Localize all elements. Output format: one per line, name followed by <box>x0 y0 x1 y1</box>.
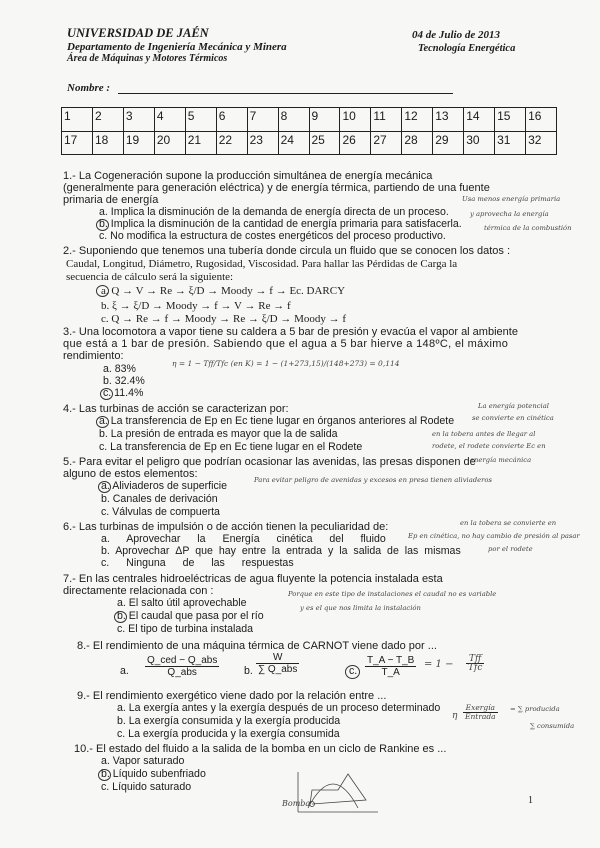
note-denominator: Entrada <box>465 712 496 721</box>
grid-cell[interactable]: 2 <box>92 108 123 132</box>
answer-grid-row-1 <box>62 108 557 132</box>
page-number: 1 <box>528 795 533 806</box>
question-4-line-1: 4.- Las turbinas de acción se caracterizan por: <box>63 403 289 415</box>
question-1-option-b[interactable]: b. Implica la disminución de la cantidad de energía primaria para satisfacerla. <box>99 218 462 230</box>
question-10-option-b[interactable]: b. Líquido subenfriado <box>101 768 206 780</box>
question-1-line-1: 1.- La Cogeneración supone la producción simultánea de energía mecánica <box>63 170 433 182</box>
question-3-option-c[interactable]: c. 11.4% <box>103 387 144 399</box>
grid-cell[interactable]: 25 <box>309 131 340 155</box>
grid-cell[interactable]: 6 <box>216 108 247 132</box>
formula-b-denominator: ∑ Q_abs <box>258 664 298 675</box>
subject: Tecnología Energética <box>418 43 516 54</box>
question-10-option-c[interactable]: c. Líquido saturado <box>101 781 192 793</box>
grid-cell[interactable]: 26 <box>340 131 371 155</box>
question-7-line-1: 7.- En las centrales hidroeléctricas de agua fluyente la potencia instalada esta <box>63 573 443 585</box>
answer-grid <box>61 107 557 155</box>
question-6-option-c[interactable]: c. Ninguna de las respuestas <box>101 557 294 569</box>
question-2-line-2: Caudal, Longitud, Diámetro, Rugosidad, Viscosidad. Para hallar las Pérdidas de Carga la <box>66 258 458 270</box>
question-5-option-c[interactable]: c. Válvulas de compuerta <box>101 506 220 518</box>
question-3-option-a[interactable]: a. 83% <box>103 363 136 375</box>
question-3-line-2: que está a 1 bar de presión. Sabiendo que el agua a 5 bar hierve a 148ºC, el máximo <box>63 338 509 350</box>
grid-cell[interactable]: 21 <box>185 131 216 155</box>
question-6-line-1: 6.- Las turbinas de impulsión o de acción tienen la peculiaridad de: <box>63 521 389 533</box>
grid-cell[interactable]: 27 <box>371 131 402 155</box>
handwritten-note: Ep en cinética, no hay cambio de presión al pasar <box>408 532 580 540</box>
selected-mark-circle <box>100 388 113 400</box>
selected-mark-circle <box>114 611 127 623</box>
formula-c-numerator: T_A − T_B <box>367 655 415 666</box>
question-2-line-3: secuencia de cálculo será la siguiente: <box>66 271 234 283</box>
handwritten-note: = 1 − <box>424 659 454 670</box>
note-numerator: Exergía <box>463 704 498 713</box>
department: Departamento de Ingeniería Mecánica y Minera <box>67 41 287 53</box>
question-4-option-b[interactable]: b. La presión de entrada es mayor que la de salida <box>99 428 338 440</box>
question-7-option-c[interactable]: c. El tipo de turbina instalada <box>117 623 254 635</box>
formula-c-denominator: T_A <box>381 667 400 678</box>
question-6-option-b[interactable]: b. Aprovechar ΔP que hay entre la entrada y la salida de las mismas <box>101 545 461 557</box>
question-1-option-c[interactable]: c. No modifica la estructura de costes energéticos del proceso productivo. <box>99 230 446 242</box>
handwritten-note: en la tobera se convierte en <box>460 519 557 527</box>
handwritten-note: por el rodete <box>488 545 533 553</box>
grid-cell[interactable]: 20 <box>154 131 185 155</box>
answer-grid-row-2 <box>62 131 557 155</box>
note-denominator: Tfc <box>468 663 483 673</box>
exam-date: 04 de Julio de 2013 <box>412 29 500 41</box>
grid-cell[interactable]: 17 <box>62 131 93 155</box>
grid-cell[interactable]: 24 <box>278 131 309 155</box>
question-3-option-b[interactable]: b. 32.4% <box>103 375 145 387</box>
grid-cell[interactable]: 3 <box>123 108 154 132</box>
question-2-option-c[interactable]: c. Q → Re → f → Moody → Re → ξ/D → Moody → f <box>101 313 347 325</box>
question-9-option-c[interactable]: c. La exergía producida y la exergía consumida <box>117 728 340 740</box>
grid-cell[interactable]: 5 <box>185 108 216 132</box>
selected-mark-circle <box>98 769 111 781</box>
question-4-option-c[interactable]: c. La transferencia de Ep en Ec tiene lugar en el Rodete <box>99 441 363 453</box>
grid-cell[interactable]: 14 <box>464 108 495 132</box>
question-5-option-b[interactable]: b. Canales de derivación <box>101 493 218 505</box>
grid-cell[interactable]: 31 <box>495 131 526 155</box>
grid-cell[interactable]: 7 <box>247 108 278 132</box>
question-2-option-b[interactable]: b. ξ → ξ/D → Moody → f → V → Re → f <box>101 300 291 312</box>
question-1-line-3: primaria de energía <box>63 194 159 206</box>
handwritten-note: rodete, el rodete convierte Ec en <box>432 442 546 450</box>
grid-cell[interactable]: 9 <box>309 108 340 132</box>
handwritten-note: = ∑ producida <box>510 705 560 713</box>
handwritten-note: y es el que nos limita la instalación <box>300 604 421 612</box>
question-8-line-1: 8.- El rendimiento de una máquina térmica de CARNOT viene dado por ... <box>77 640 437 652</box>
question-8-option-c[interactable]: c. <box>349 665 358 677</box>
grid-cell[interactable]: 19 <box>123 131 154 155</box>
question-8-option-b[interactable]: b. <box>244 665 253 677</box>
handwritten-note: La energía potencial <box>478 402 549 410</box>
selected-mark-circle <box>98 481 111 493</box>
handwritten-note: se convierte en cinética <box>472 414 554 422</box>
question-2-option-a[interactable]: a. Q → V → Re → ξ/D → Moody → f → Ec. DARCY <box>101 285 346 297</box>
question-3-line-3: rendimiento: <box>63 350 124 362</box>
grid-cell[interactable]: 4 <box>154 108 185 132</box>
question-3-line-1: 3.- Una locomotora a vapor tiene su caldera a 5 bar de presión y evacúa el vapor al ambiente <box>63 326 518 338</box>
handwritten-note: Para evitar peligro de avenidas y excesos en presa tienen aliviaderos <box>254 476 492 484</box>
handwritten-note: Bomba <box>282 799 311 808</box>
grid-cell[interactable]: 1 <box>62 108 93 132</box>
question-9-option-a[interactable]: a. La exergía antes y la exergía después de un proceso determinado <box>117 702 441 714</box>
question-7-option-b[interactable]: b. El caudal que pasa por el río <box>117 610 264 622</box>
university-name: UNIVERSIDAD DE JAÉN <box>67 26 209 40</box>
handwritten-note: térmica de la combustión <box>484 224 572 232</box>
formula-a-numerator: Q_ced − Q_abs <box>147 655 218 666</box>
handwritten-note: ∑ consumida <box>530 722 575 730</box>
handwritten-note: en la tobera antes de llegar al <box>432 430 536 438</box>
formula-a <box>145 655 219 678</box>
question-7-option-a[interactable]: a. El salto útil aprovechable <box>117 597 247 609</box>
question-4-option-a[interactable]: a. La transferencia de Ep en Ec tiene lugar en órganos anteriores al Rodete <box>99 415 455 427</box>
grid-cell[interactable]: 23 <box>247 131 278 155</box>
handwritten-fraction <box>466 655 484 672</box>
question-5-line-1: 5.- Para evitar el peligro que podrían ocasionar las avenidas, las presas disponen de <box>63 456 476 468</box>
question-10-line-1: 10.- El estado del fluido a la salida de la bomba en un ciclo de Rankine es ... <box>74 743 447 755</box>
selected-mark-circle <box>96 416 109 428</box>
grid-cell[interactable]: 11 <box>371 108 402 132</box>
question-9-option-b[interactable]: b. La exergía consumida y la exergía producida <box>117 715 341 727</box>
grid-cell[interactable]: 22 <box>216 131 247 155</box>
handwritten-note: Porque en este tipo de instalaciones el caudal no es variable <box>288 590 497 598</box>
question-2-line-1: 2.- Suponiendo que tenemos una tubería donde circula un fluido que se conocen los datos : <box>63 245 511 257</box>
name-line[interactable] <box>118 93 453 94</box>
grid-cell[interactable]: 8 <box>278 108 309 132</box>
handwritten-fraction <box>463 704 498 721</box>
grid-cell[interactable]: 32 <box>526 131 557 155</box>
grid-cell[interactable]: 12 <box>402 108 433 132</box>
formula-a-denominator: Q_abs <box>167 667 197 678</box>
grid-cell[interactable]: 10 <box>340 108 371 132</box>
formula-b <box>256 652 299 675</box>
grid-cell[interactable]: 30 <box>464 131 495 155</box>
grid-cell[interactable]: 28 <box>402 131 433 155</box>
question-7-line-2: directamente relacionada con : <box>63 585 214 597</box>
name-label: Nombre : <box>67 82 111 94</box>
grid-cell[interactable]: 18 <box>92 131 123 155</box>
note-numerator: Tff <box>466 655 484 664</box>
question-5-line-2: alguno de estos elementos: <box>63 468 198 480</box>
area: Área de Máquinas y Motores Térmicos <box>67 53 228 64</box>
formula-c <box>365 655 416 678</box>
question-1-line-2: (generalmente para generación eléctrica) y de energía térmica, partiendo de una fuente <box>63 182 490 194</box>
formula-b-numerator: W <box>256 652 299 664</box>
question-10-option-a[interactable]: a. Vapor saturado <box>101 755 185 767</box>
handwritten-note: Usa menos energía primaria <box>462 195 561 203</box>
question-5-option-a[interactable]: a. Aliviaderos de superficie <box>101 480 228 492</box>
handwritten-note: η <box>452 711 458 721</box>
selected-mark-circle <box>345 665 360 679</box>
grid-cell[interactable]: 16 <box>526 108 557 132</box>
handwritten-calculation: η = 1 − Tff/Tfc (en K) = 1 − (1+273,15)/(148+273) = 0,114 <box>172 359 400 368</box>
question-9-line-1: 9.- El rendimiento exergético viene dado por la relación entre ... <box>77 690 387 702</box>
question-6-option-a[interactable]: a. Aprovechar la Energía cinética del fluido <box>101 533 386 545</box>
grid-cell[interactable]: 13 <box>433 108 464 132</box>
grid-cell[interactable]: 15 <box>495 108 526 132</box>
handwritten-note: y aprovecha la energía <box>470 210 549 218</box>
handwritten-note: energía mecánica <box>470 456 532 464</box>
selected-mark-circle <box>96 285 109 297</box>
question-1-option-a[interactable]: a. Implica la disminución de la demanda de energía directa de un proceso. <box>99 206 449 218</box>
question-8-option-a[interactable]: a. <box>120 665 129 677</box>
grid-cell[interactable]: 29 <box>433 131 464 155</box>
